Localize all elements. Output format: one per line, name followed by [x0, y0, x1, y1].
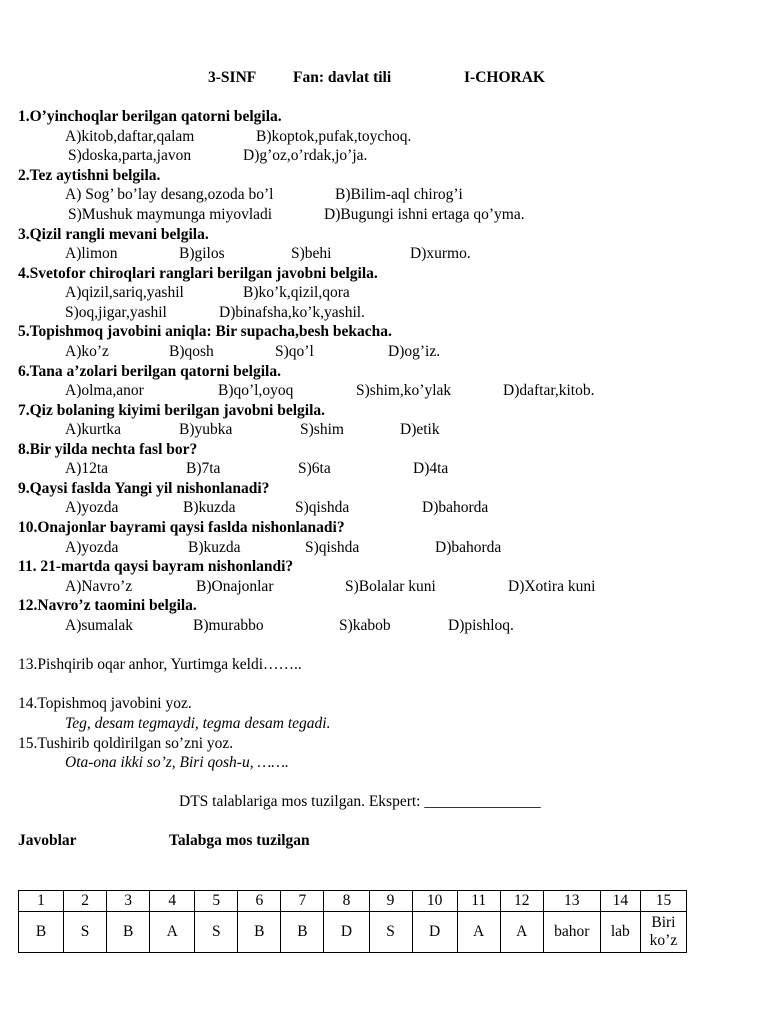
option: A)Navro’z — [65, 578, 133, 595]
option: A)yozda — [65, 499, 119, 516]
question-3: 3.Qizil rangli mevani belgila. — [18, 226, 209, 243]
option: A) Sog’ bo’lay desang,ozoda bo’l — [65, 186, 274, 203]
option: S)behi — [291, 245, 332, 262]
table-cell: 1 — [19, 891, 64, 912]
question-11: 11. 21-martda qaysi bayram nishonlandi? — [18, 558, 294, 575]
option: S)qishda — [295, 499, 350, 516]
question-5: 5.Topishmoq javobini aniqla: Bir supacha,besh bekacha. — [18, 323, 392, 340]
table-cell: 5 — [195, 891, 238, 912]
option: D)g’oz,o’rdak,jo’ja. — [243, 147, 368, 164]
table-cell: 11 — [457, 891, 500, 912]
option: D)Bugungi ishni ertaga qo’yma. — [324, 206, 525, 223]
table-cell: lab — [600, 912, 640, 953]
table-cell: 13 — [543, 891, 600, 912]
question-12: 12.Navro’z taomini belgila. — [18, 597, 197, 614]
option: D)binafsha,ko’k,yashil. — [219, 304, 365, 321]
option: B)murabbo — [193, 617, 264, 634]
option: B)ko’k,qizil,qora — [243, 284, 350, 301]
question-2: 2.Tez aytishni belgila. — [18, 167, 161, 184]
table-cell: bahor — [543, 912, 600, 953]
option: B)kuzda — [188, 539, 241, 556]
answers-title: Javoblar — [18, 832, 77, 849]
option: S)doska,parta,javon — [68, 147, 192, 164]
table-cell: B — [238, 912, 281, 953]
option: B)Onajonlar — [196, 578, 274, 595]
option: A)yozda — [65, 539, 119, 556]
option: B)Bilim-aql chirog’i — [335, 186, 463, 203]
option: A)12ta — [65, 460, 109, 477]
table-cell: 9 — [369, 891, 412, 912]
option: D)pishloq. — [448, 617, 514, 634]
table-cell: B — [19, 912, 64, 953]
table-cell: D — [324, 912, 369, 953]
table-cell: A — [500, 912, 543, 953]
table-cell: 12 — [500, 891, 543, 912]
question-1: 1.O’yinchoqlar berilgan qatorni belgila. — [18, 108, 282, 125]
option: S)kabob — [339, 617, 391, 634]
question-6: 6.Tana a’zolari berilgan qatorni belgila. — [18, 363, 281, 380]
table-cell: D — [412, 912, 457, 953]
option: A)limon — [65, 245, 118, 262]
option: S)shim — [300, 421, 344, 438]
option: S)Mushuk maymunga miyovladi — [68, 206, 273, 223]
question-10: 10.Onajonlar bayrami qaysi faslda nishonlanadi? — [18, 519, 345, 536]
option: A)ko’z — [65, 343, 109, 360]
question-8: 8.Bir yilda nechta fasl bor? — [18, 441, 198, 458]
option: S)6ta — [298, 460, 331, 477]
answer-table — [18, 890, 687, 953]
answer-table-answer-row — [19, 912, 687, 953]
option: D)daftar,kitob. — [503, 382, 595, 399]
option: B)7ta — [186, 460, 221, 477]
option: D)etik — [400, 421, 440, 438]
table-cell: 3 — [107, 891, 150, 912]
table-cell: B — [281, 912, 324, 953]
question-14-riddle: Teg, desam tegmaydi, tegma desam tegadi. — [65, 715, 331, 732]
table-cell: 15 — [640, 891, 686, 912]
table-cell: A — [457, 912, 500, 953]
question-9: 9.Qaysi faslda Yangi yil nishonlanadi? — [18, 480, 270, 497]
question-7: 7.Qiz bolaning kiyimi berilgan javobni belgila. — [18, 402, 326, 419]
option: S)Bolalar kuni — [345, 578, 436, 595]
option: A)sumalak — [65, 617, 134, 634]
option: S)oq,jigar,yashil — [65, 304, 167, 321]
option: D)xurmo. — [410, 245, 471, 262]
option: D)bahorda — [435, 539, 502, 556]
option: B)qo’l,oyoq — [218, 382, 294, 399]
question-14: 14.Topishmoq javobini yoz. — [18, 695, 192, 712]
table-cell: 8 — [324, 891, 369, 912]
header-grade: 3-SINF — [208, 69, 257, 86]
answer-table-number-row — [19, 891, 687, 912]
table-cell: S — [64, 912, 107, 953]
header-quarter: I-CHORAK — [464, 69, 545, 86]
question-13: 13.Pishqirib oqar anhor, Yurtimga keldi…….. — [18, 656, 302, 673]
option: B)yubka — [179, 421, 233, 438]
table-cell: 7 — [281, 891, 324, 912]
table-cell: 4 — [150, 891, 195, 912]
option: A)kitob,daftar,qalam — [65, 128, 195, 145]
table-cell: Biri ko’z — [640, 912, 686, 953]
option: D)4ta — [413, 460, 449, 477]
option: S)shim,ko’ylak — [356, 382, 452, 399]
question-4: 4.Svetofor chiroqlari ranglari berilgan javobni belgila. — [18, 265, 378, 282]
table-cell: A — [150, 912, 195, 953]
option: B)qosh — [169, 343, 214, 360]
answers-subtitle: Talabga mos tuzilgan — [169, 832, 310, 849]
option: D)bahorda — [422, 499, 489, 516]
table-cell: B — [107, 912, 150, 953]
question-15-text: Ota-ona ikki so’z, Biri qosh-u, ……. — [65, 754, 289, 771]
expert-line: DTS talablariga mos tuzilgan. Ekspert: _______________ — [179, 793, 541, 810]
table-cell: 6 — [238, 891, 281, 912]
table-cell: S — [195, 912, 238, 953]
table-cell: 10 — [412, 891, 457, 912]
option: D)Xotira kuni — [508, 578, 596, 595]
option: S)qo’l — [275, 343, 314, 360]
option: B)koptok,pufak,toychoq. — [256, 128, 412, 145]
table-cell: 2 — [64, 891, 107, 912]
option: A)qizil,sariq,yashil — [65, 284, 184, 301]
option: S)qishda — [305, 539, 360, 556]
option: A)olma,anor — [65, 382, 144, 399]
header-subject: Fan: davlat tili — [293, 69, 392, 86]
option: B)kuzda — [183, 499, 236, 516]
option: B)gilos — [179, 245, 225, 262]
table-cell: 14 — [600, 891, 640, 912]
option: A)kurtka — [65, 421, 121, 438]
option: D)og’iz. — [388, 343, 441, 360]
table-cell: S — [369, 912, 412, 953]
question-15: 15.Tushirib qoldirilgan so’zni yoz. — [18, 735, 234, 752]
